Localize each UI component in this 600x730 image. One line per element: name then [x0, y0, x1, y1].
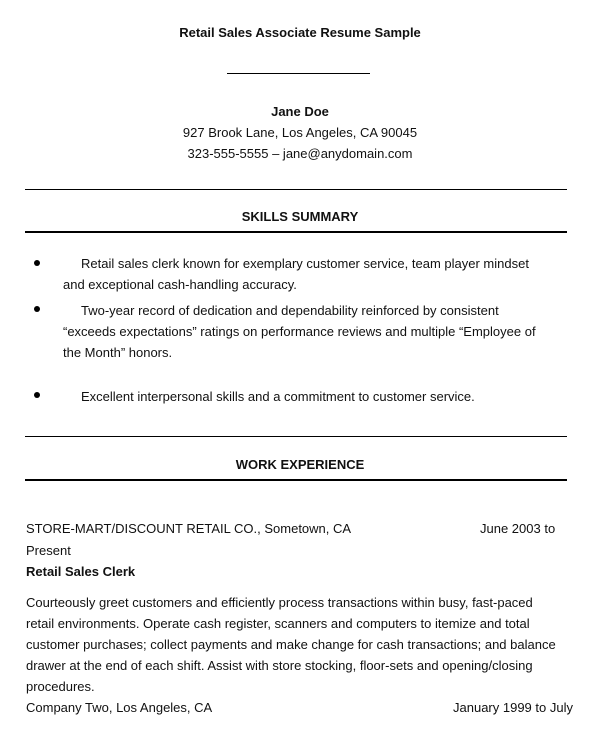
candidate-phone-email: 323-555-5555 – jane@anydomain.com [187, 146, 413, 161]
job-company: STORE-MART/DISCOUNT RETAIL CO., Sometown, CA [26, 521, 352, 536]
section-divider [25, 479, 567, 481]
document-title: Retail Sales Associate Resume Sample [179, 25, 421, 40]
job-dates-start: June 2003 to [480, 521, 556, 536]
job-dates-start: January 1999 to July [453, 700, 573, 715]
skill-item: Retail sales clerk known for exemplary customer service, team player mindset and exceptional cash-handling accuracy. [63, 256, 529, 292]
title-underline [227, 73, 370, 74]
job-dates-end: Present [26, 543, 71, 558]
skill-item: Excellent interpersonal skills and a commitment to customer service. [81, 389, 475, 404]
experience-heading: WORK EXPERIENCE [235, 457, 365, 472]
job-company: Company Two, Los Angeles, CA [26, 700, 213, 715]
section-divider [25, 436, 567, 437]
candidate-address: 927 Brook Lane, Los Angeles, CA 90045 [182, 125, 418, 140]
bullet-icon [34, 392, 40, 398]
skill-item: Two-year record of dedication and dependability reinforced by consistent “exceeds expectations” ratings on performance reviews and multiple “Employee of the Month” honors. [63, 303, 536, 360]
section-divider [25, 231, 567, 233]
bullet-icon [34, 306, 40, 312]
bullet-icon [34, 260, 40, 266]
candidate-name: Jane Doe [271, 104, 329, 119]
skills-heading: SKILLS SUMMARY [241, 209, 359, 224]
job-description: Courteously greet customers and efficiently process transactions within busy, fast-paced retail environments. Operate cash register, scanners and computers to itemize and total customer purchases; collect payments and make change for cash transactions; and balance drawer at the end of each shift. Assist with store stocking, floor-sets and opening/closing procedures. [26, 595, 556, 694]
section-divider [25, 189, 567, 190]
job-title: Retail Sales Clerk [26, 564, 136, 579]
